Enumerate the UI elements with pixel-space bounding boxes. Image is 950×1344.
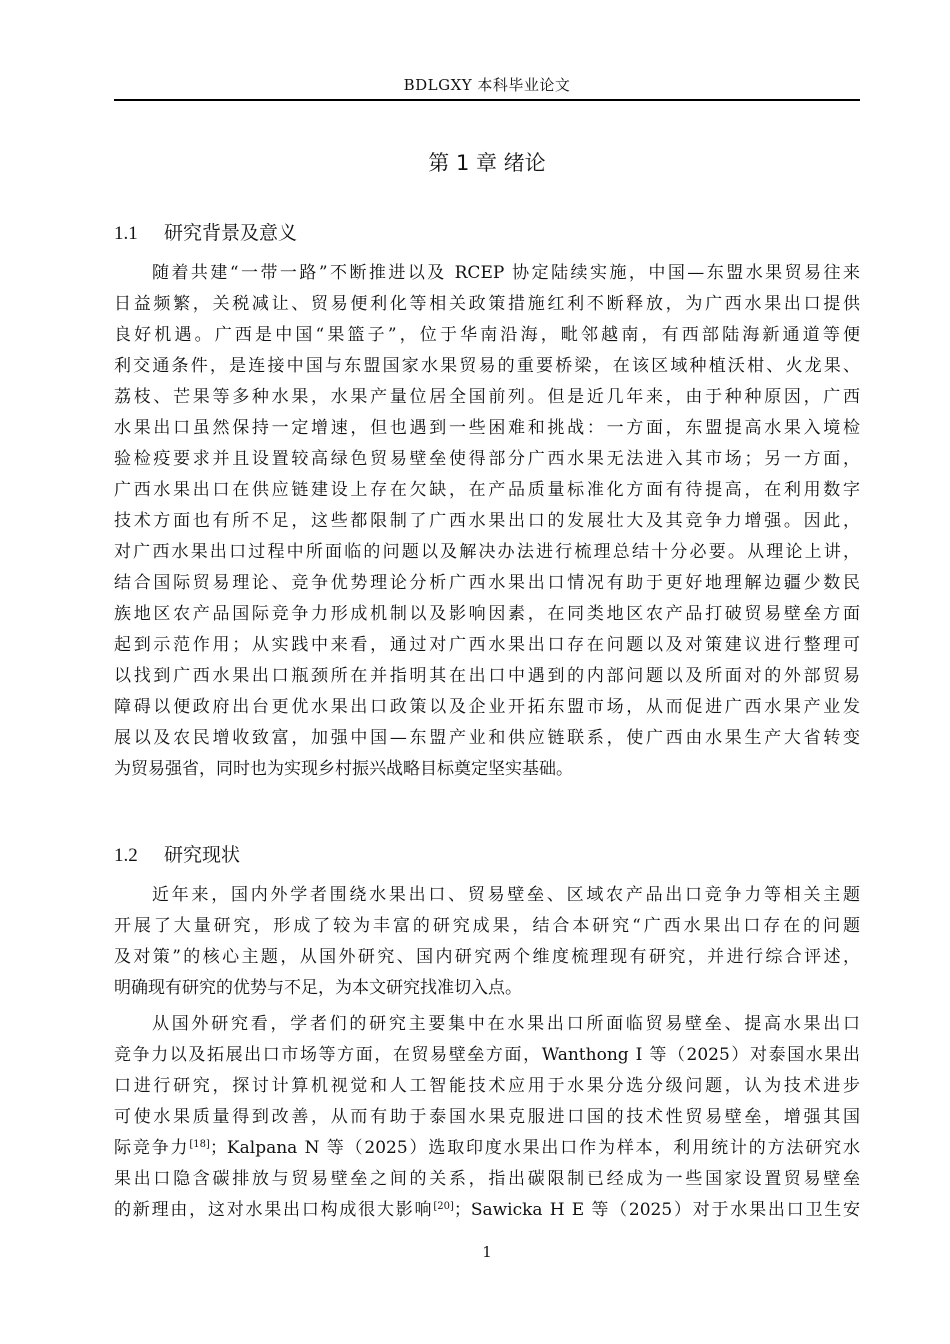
line-text: ；Sawicka H E 等（2025）对于水果出口卫生安 bbox=[453, 1200, 861, 1220]
text-line-with-citation bbox=[114, 1195, 860, 1226]
line-text: ；Kalpana N 等（2025）选取印度水果出口作为样本，利用统计的方法研究水 bbox=[209, 1138, 861, 1158]
text-line: 为贸易强省，同时也为实现乡村振兴战略目标奠定坚实基础。 bbox=[114, 759, 573, 779]
section-number: 1.2 bbox=[114, 845, 138, 866]
text-line: 验检疫要求并且设置较高绿色贸易壁垒使得部分广西水果无法进入其市场；另一方面， bbox=[114, 449, 860, 469]
section-title: 研究现状 bbox=[164, 844, 241, 866]
text-line: 明确现有研究的优势与不足，为本文研究找准切入点。 bbox=[114, 978, 522, 998]
page-number: 1 bbox=[482, 1243, 492, 1261]
section-heading-1-2 bbox=[114, 840, 240, 867]
header-rule bbox=[114, 99, 860, 101]
text-line: 族地区农产品国际竞争力形成机制以及影响因素，在同类地区农产品打破贸易壁垒方面 bbox=[114, 604, 860, 624]
chapter-title: 第 1 章 绪论 bbox=[428, 151, 546, 175]
section-title: 研究背景及意义 bbox=[164, 222, 298, 244]
line-text: 的新理由，这对水果出口构成很大影响 bbox=[114, 1200, 434, 1220]
text-line: 开展了大量研究，形成了较为丰富的研究成果，结合本研究“广西水果出口存在的问题 bbox=[114, 916, 860, 936]
running-header: BDLGXY 本科毕业论文 bbox=[403, 76, 571, 94]
section-number: 1.1 bbox=[114, 223, 138, 244]
text-line: 起到示范作用；从实践中来看，通过对广西水果出口存在问题以及对策建议进行整理可 bbox=[114, 635, 860, 655]
paragraph-background bbox=[114, 258, 860, 785]
text-line: 结合国际贸易理论、竞争优势理论分析广西水果出口情况有助于更好地理解边疆少数民 bbox=[114, 573, 860, 593]
text-line: 竞争力以及拓展出口市场等方面，在贸易壁垒方面，Wanthong I 等（2025）对泰国水果出 bbox=[114, 1045, 860, 1065]
text-line: 及对策”的核心主题，从国外研究、国内研究两个维度梳理现有研究，并进行综合评述， bbox=[114, 947, 860, 967]
section-heading-1-1 bbox=[114, 218, 297, 245]
paragraph-status-intro bbox=[114, 880, 860, 1004]
text-line-with-citation bbox=[114, 1133, 860, 1164]
text-line: 展以及农民增收致富，加强中国—东盟产业和供应链联系，使广西由水果生产大省转变 bbox=[114, 728, 860, 748]
text-line: 口进行研究，探讨计算机视觉和人工智能技术应用于水果分选分级问题，认为技术进步 bbox=[114, 1076, 860, 1096]
line-text: 际竞争力 bbox=[114, 1138, 190, 1158]
text-line: 近年来，国内外学者围绕水果出口、贸易壁垒、区域农产品出口竞争力等相关主题 bbox=[152, 885, 860, 905]
text-line: 利交通条件，是连接中国与东盟国家水果贸易的重要桥梁，在该区域种植沃柑、火龙果、 bbox=[114, 356, 860, 376]
citation-ref: [18] bbox=[189, 1139, 210, 1150]
text-line: 水果出口虽然保持一定增速，但也遇到一些困难和挑战：一方面，东盟提高水果入境检 bbox=[114, 418, 860, 438]
text-line: 可使水果质量得到改善，从而有助于泰国水果克服进口国的技术性贸易壁垒，增强其国 bbox=[114, 1107, 860, 1127]
text-line: 日益频繁，关税减让、贸易便利化等相关政策措施红利不断释放，为广西水果出口提供 bbox=[114, 294, 860, 314]
text-line: 以找到广西水果出口瓶颈所在并指明其在出口中遇到的内部问题以及所面对的外部贸易 bbox=[114, 666, 860, 686]
text-line: 良好机遇。广西是中国“果篮子”，位于华南沿海，毗邻越南，有西部陆海新通道等便 bbox=[114, 325, 860, 345]
citation-ref: [20] bbox=[433, 1201, 454, 1212]
text-line: 荔枝、芒果等多种水果，水果产量位居全国前列。但是近几年来，由于种种原因，广西 bbox=[114, 387, 860, 407]
text-line: 障碍以便政府出台更优水果出口政策以及企业开拓东盟市场，从而促进广西水果产业发 bbox=[114, 697, 860, 717]
text-line: 对广西水果出口过程中所面临的问题以及解决办法进行梳理总结十分必要。从理论上讲， bbox=[114, 542, 860, 562]
text-line: 随着共建“一带一路”不断推进以及 RCEP 协定陆续实施，中国—东盟水果贸易往来 bbox=[152, 263, 860, 283]
text-line: 广西水果出口在供应链建设上存在欠缺，在产品质量标准化方面有待提高，在利用数字 bbox=[114, 480, 860, 500]
text-line: 技术方面也有所不足，这些都限制了广西水果出口的发展壮大及其竞争力增强。因此， bbox=[114, 511, 860, 531]
paragraph-foreign-research bbox=[114, 1009, 860, 1226]
text-line: 果出口隐含碳排放与贸易壁垒之间的关系，指出碳限制已经成为一些国家设置贸易壁垒 bbox=[114, 1169, 860, 1189]
text-line: 从国外研究看，学者们的研究主要集中在水果出口所面临贸易壁垒、提高水果出口 bbox=[152, 1014, 860, 1034]
